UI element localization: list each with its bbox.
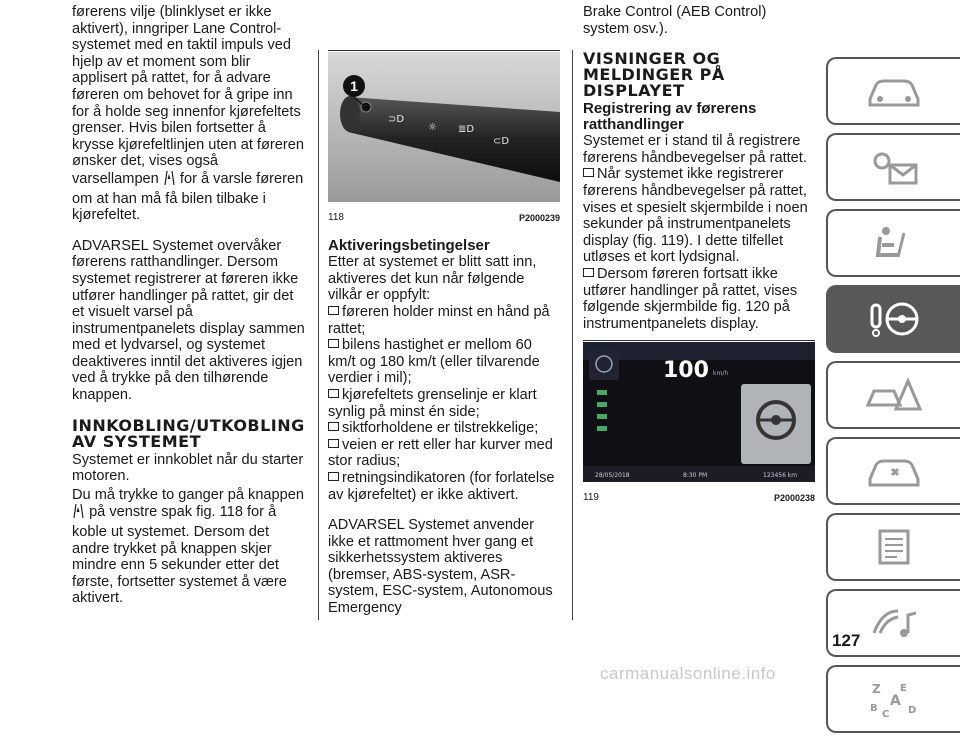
display-speed: 100 bbox=[663, 358, 709, 384]
watermark: carmanualsonline.info bbox=[600, 664, 776, 683]
figure-callout-1: 1 bbox=[350, 78, 358, 94]
svg-text:C: C bbox=[882, 709, 890, 719]
column-3 bbox=[583, 4, 815, 507]
warning-paragraph-2: ADVARSEL Systemet anvender ikke et rattmoment hver gang et sikkerhetssystem aktiveres (bremser, ABS-system, ASR-system, ESC-system, Autonomous Emergency bbox=[328, 517, 553, 617]
checkbox-bullet-icon bbox=[328, 339, 339, 348]
list-item: føreren holder minst en hånd på rattet; bbox=[328, 303, 550, 337]
list-item: bilens hastighet er mellom 60 km/t og 180 km/t (eller tilvarende verdier i mil); bbox=[328, 337, 540, 387]
tab-safety[interactable] bbox=[826, 209, 960, 277]
svg-text:D: D bbox=[908, 705, 917, 716]
figure-119-caption bbox=[583, 490, 815, 507]
warning-lights-message-icon bbox=[864, 147, 924, 187]
continuation-paragraph: Brake Control (AEB Control) system osv.). bbox=[583, 4, 767, 37]
checkbox-bullet-icon bbox=[583, 168, 594, 177]
tab-dashboard[interactable] bbox=[826, 57, 960, 125]
list-item: kjørefeltets grenselinje er klart synlig på minst én side; bbox=[328, 386, 537, 420]
figure-118-caption bbox=[328, 210, 560, 227]
checkbox-bullet-icon bbox=[328, 439, 339, 448]
activation-paragraph: Systemet er innkoblet når du starter motoren. bbox=[72, 451, 304, 485]
checkbox-bullet-icon bbox=[328, 422, 339, 431]
breakdown-triangle-icon bbox=[864, 375, 924, 415]
display-time: 8:30 PM bbox=[683, 472, 708, 480]
column-1 bbox=[72, 4, 305, 621]
list-item: Når systemet ikke registrerer førerens håndbevegelser på rattet, vises et spesielt skjermbilde i noen sekunder på instrumentpanelets display (fig. 119). I dette tilfellet utløses et kort lydsignal. bbox=[583, 166, 808, 266]
stalk-image bbox=[328, 52, 560, 202]
section-heading-display: VISNINGER OG MELDINGER PÅ DISPLAYET bbox=[583, 49, 725, 101]
technical-data-sheet-icon bbox=[864, 527, 924, 567]
figure-number: 118 bbox=[328, 211, 344, 223]
car-service-icon bbox=[864, 451, 924, 491]
page-number: 127 bbox=[832, 631, 861, 650]
list-item: Dersom føreren fortsatt ikke utfører handlinger på rattet, vises følgende skjermbilde fig. 120 på instrumentpanelets display. bbox=[583, 265, 798, 332]
tab-warning-lights[interactable] bbox=[826, 133, 960, 201]
lane-control-paragraph: førerens vilje (blinklyset er ikke aktivert), inngriper Lane Control-systemet med en taktil impuls ved hjelp av et moment som blir applisert på rattet, for å advare føreren om behovet for å gripe inn for å holde seg innenfor kjørefeltets grenser. Hvis bilen fortsetter å krysse kjørefeltlinjen uten at føreren ønsker det, vises også varsellampen for å varsle føreren om at han må få bilen tilbake i kjørefeltet. bbox=[72, 4, 304, 224]
list-item: veien er rett eller har kurver med stor radius; bbox=[328, 436, 553, 470]
warning-paragraph-1: ADVARSEL Systemet overvåker førerens ratthandlinger. Dersom systemet registrerer at føreren ikke utfører handlinger på rattet, gir det et visuelt varsel på instrumentpanelets display sammen med et lydvarsel, og systemet deaktiveres inntil det aktiveres igjen ved å trykke på den tilhørende knappen. bbox=[72, 237, 305, 404]
svg-text:⊃D: ⊃D bbox=[388, 114, 405, 125]
column-divider-right bbox=[572, 50, 573, 620]
section-heading-activation: INNKOBLING/UTKOBLING AV SYSTEMET bbox=[72, 415, 305, 451]
display-odometer: 123456 km bbox=[763, 472, 798, 480]
svg-text:B: B bbox=[870, 703, 878, 714]
deactivation-paragraph: Du må trykke to ganger på knappen på venstre spak fig. 118 for å koble ut systemet. Dersom det andre trykket på knappen skjer mindre enn 5 sekunder etter det første, fortsetter systemet å være aktivert. bbox=[72, 486, 305, 607]
tab-maintenance[interactable] bbox=[826, 437, 960, 505]
figure-number: 119 bbox=[583, 491, 599, 503]
tab-emergency[interactable] bbox=[826, 361, 960, 429]
figure-code: P2000238 bbox=[773, 492, 815, 503]
svg-text:A: A bbox=[890, 693, 901, 709]
figure-top-rule bbox=[583, 340, 815, 341]
subheading-hands-off: Registrering av førerens ratthandlinger bbox=[583, 100, 757, 134]
figure-top-rule bbox=[328, 50, 560, 51]
figure-code: P2000239 bbox=[518, 212, 560, 223]
detection-paragraph: Systemet er i stand til å registrere førerens håndbevegelser på rattet. bbox=[583, 133, 807, 166]
list-item: siktforholdene er tilstrekkelige; bbox=[328, 420, 560, 437]
column-2 bbox=[328, 4, 560, 631]
checkbox-bullet-icon bbox=[583, 268, 594, 277]
svg-text:☼: ☼ bbox=[428, 122, 437, 133]
section-heading-conditions: Aktiveringsbetingelser bbox=[328, 237, 490, 255]
seat-airbag-icon bbox=[864, 223, 924, 263]
display-speed-unit: km/h bbox=[713, 370, 729, 378]
tab-technical-data[interactable] bbox=[826, 513, 960, 581]
conditions-list bbox=[328, 304, 560, 503]
column-divider-left bbox=[318, 50, 319, 620]
display-list bbox=[583, 166, 815, 332]
car-dashboard-icon bbox=[864, 71, 924, 111]
key-steering-wheel-icon bbox=[864, 299, 924, 339]
display-date: 28/05/2018 bbox=[595, 472, 630, 480]
instrument-display-image bbox=[583, 342, 815, 482]
multimedia-music-icon bbox=[864, 603, 924, 643]
figure-118 bbox=[328, 52, 560, 226]
checkbox-bullet-icon bbox=[328, 472, 339, 481]
conditions-intro: Etter at systemet er blitt satt inn, aktiveres det kun når følgende vilkår er oppfylt: bbox=[328, 254, 537, 304]
lane-keep-button-icon bbox=[72, 503, 85, 524]
alphabetical-index-icon bbox=[864, 679, 924, 719]
list-item: retningsindikatoren (for forlatelse av kjørefeltet) er ikke aktivert. bbox=[328, 469, 555, 503]
lane-warning-icon bbox=[163, 170, 176, 191]
svg-text:Z: Z bbox=[872, 682, 881, 696]
svg-text:≣D: ≣D bbox=[458, 124, 475, 135]
svg-text:⊂D: ⊂D bbox=[493, 136, 510, 147]
checkbox-bullet-icon bbox=[328, 389, 339, 398]
tab-starting-driving[interactable] bbox=[826, 285, 960, 353]
tab-index[interactable] bbox=[826, 665, 960, 733]
figure-119 bbox=[583, 342, 815, 506]
svg-text:E: E bbox=[900, 683, 907, 694]
checkbox-bullet-icon bbox=[328, 306, 339, 315]
